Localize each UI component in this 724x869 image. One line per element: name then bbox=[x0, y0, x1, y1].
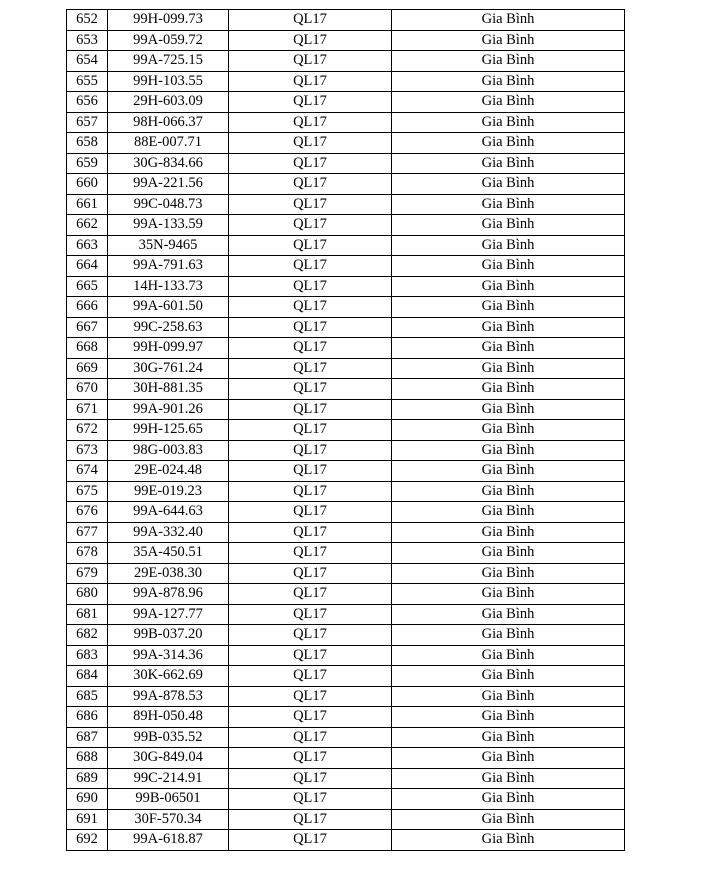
license-plate-cell: 98G-003.83 bbox=[108, 440, 229, 461]
area-cell: Gia Bình bbox=[392, 133, 625, 154]
area-cell: Gia Bình bbox=[392, 235, 625, 256]
table-row bbox=[67, 399, 625, 420]
road-cell: QL17 bbox=[229, 358, 392, 379]
license-plate-cell: 99B-06501 bbox=[108, 789, 229, 810]
area-cell: Gia Bình bbox=[392, 563, 625, 584]
row-number-cell: 691 bbox=[67, 809, 108, 830]
row-number-cell: 680 bbox=[67, 584, 108, 605]
road-cell: QL17 bbox=[229, 51, 392, 72]
license-plate-cell: 29E-038.30 bbox=[108, 563, 229, 584]
table-row bbox=[67, 153, 625, 174]
area-cell: Gia Bình bbox=[392, 584, 625, 605]
table-row bbox=[67, 789, 625, 810]
area-cell: Gia Bình bbox=[392, 194, 625, 215]
table-row bbox=[67, 297, 625, 318]
area-cell: Gia Bình bbox=[392, 625, 625, 646]
table-row bbox=[67, 748, 625, 769]
license-plate-cell: 99A-221.56 bbox=[108, 174, 229, 195]
row-number-cell: 673 bbox=[67, 440, 108, 461]
table-row bbox=[67, 830, 625, 851]
area-cell: Gia Bình bbox=[392, 604, 625, 625]
table-row bbox=[67, 112, 625, 133]
license-plate-cell: 30G-834.66 bbox=[108, 153, 229, 174]
road-cell: QL17 bbox=[229, 604, 392, 625]
license-plate-cell: 89H-050.48 bbox=[108, 707, 229, 728]
table-row bbox=[67, 686, 625, 707]
table-row bbox=[67, 379, 625, 400]
license-plate-cell: 35A-450.51 bbox=[108, 543, 229, 564]
license-plate-cell: 99A-127.77 bbox=[108, 604, 229, 625]
road-cell: QL17 bbox=[229, 625, 392, 646]
area-cell: Gia Bình bbox=[392, 830, 625, 851]
road-cell: QL17 bbox=[229, 522, 392, 543]
row-number-cell: 670 bbox=[67, 379, 108, 400]
road-cell: QL17 bbox=[229, 727, 392, 748]
area-cell: Gia Bình bbox=[392, 51, 625, 72]
row-number-cell: 687 bbox=[67, 727, 108, 748]
table-row bbox=[67, 256, 625, 277]
license-plate-cell: 14H-133.73 bbox=[108, 276, 229, 297]
road-cell: QL17 bbox=[229, 92, 392, 113]
area-cell: Gia Bình bbox=[392, 92, 625, 113]
table-row bbox=[67, 502, 625, 523]
table-row bbox=[67, 666, 625, 687]
road-cell: QL17 bbox=[229, 10, 392, 31]
area-cell: Gia Bình bbox=[392, 338, 625, 359]
row-number-cell: 682 bbox=[67, 625, 108, 646]
area-cell: Gia Bình bbox=[392, 420, 625, 441]
area-cell: Gia Bình bbox=[392, 276, 625, 297]
road-cell: QL17 bbox=[229, 317, 392, 338]
row-number-cell: 660 bbox=[67, 174, 108, 195]
area-cell: Gia Bình bbox=[392, 686, 625, 707]
license-plate-cell: 99A-059.72 bbox=[108, 30, 229, 51]
license-plate-cell: 99C-214.91 bbox=[108, 768, 229, 789]
license-plate-cell: 99A-791.63 bbox=[108, 256, 229, 277]
license-plate-cell: 99H-103.55 bbox=[108, 71, 229, 92]
row-number-cell: 692 bbox=[67, 830, 108, 851]
road-cell: QL17 bbox=[229, 563, 392, 584]
row-number-cell: 658 bbox=[67, 133, 108, 154]
table-row bbox=[67, 522, 625, 543]
area-cell: Gia Bình bbox=[392, 461, 625, 482]
area-cell: Gia Bình bbox=[392, 543, 625, 564]
road-cell: QL17 bbox=[229, 194, 392, 215]
license-plate-cell: 99A-878.53 bbox=[108, 686, 229, 707]
road-cell: QL17 bbox=[229, 645, 392, 666]
row-number-cell: 667 bbox=[67, 317, 108, 338]
area-cell: Gia Bình bbox=[392, 768, 625, 789]
table-row bbox=[67, 461, 625, 482]
row-number-cell: 678 bbox=[67, 543, 108, 564]
row-number-cell: 684 bbox=[67, 666, 108, 687]
road-cell: QL17 bbox=[229, 30, 392, 51]
license-plate-cell: 99H-125.65 bbox=[108, 420, 229, 441]
row-number-cell: 689 bbox=[67, 768, 108, 789]
license-plate-cell: 35N-9465 bbox=[108, 235, 229, 256]
area-cell: Gia Bình bbox=[392, 789, 625, 810]
road-cell: QL17 bbox=[229, 215, 392, 236]
license-plate-cell: 99E-019.23 bbox=[108, 481, 229, 502]
road-cell: QL17 bbox=[229, 338, 392, 359]
license-plate-cell: 99A-901.26 bbox=[108, 399, 229, 420]
vehicle-list-table bbox=[66, 9, 625, 851]
area-cell: Gia Bình bbox=[392, 10, 625, 31]
road-cell: QL17 bbox=[229, 133, 392, 154]
road-cell: QL17 bbox=[229, 686, 392, 707]
road-cell: QL17 bbox=[229, 789, 392, 810]
license-plate-cell: 29H-603.09 bbox=[108, 92, 229, 113]
table-row bbox=[67, 625, 625, 646]
road-cell: QL17 bbox=[229, 174, 392, 195]
road-cell: QL17 bbox=[229, 461, 392, 482]
row-number-cell: 652 bbox=[67, 10, 108, 31]
table-row bbox=[67, 10, 625, 31]
road-cell: QL17 bbox=[229, 502, 392, 523]
area-cell: Gia Bình bbox=[392, 71, 625, 92]
table-row bbox=[67, 174, 625, 195]
area-cell: Gia Bình bbox=[392, 727, 625, 748]
row-number-cell: 669 bbox=[67, 358, 108, 379]
table-row bbox=[67, 358, 625, 379]
row-number-cell: 675 bbox=[67, 481, 108, 502]
license-plate-cell: 99C-258.63 bbox=[108, 317, 229, 338]
license-plate-cell: 30F-570.34 bbox=[108, 809, 229, 830]
license-plate-cell: 99H-099.97 bbox=[108, 338, 229, 359]
road-cell: QL17 bbox=[229, 809, 392, 830]
license-plate-cell: 88E-007.71 bbox=[108, 133, 229, 154]
row-number-cell: 665 bbox=[67, 276, 108, 297]
area-cell: Gia Bình bbox=[392, 809, 625, 830]
area-cell: Gia Bình bbox=[392, 645, 625, 666]
license-plate-cell: 99A-133.59 bbox=[108, 215, 229, 236]
row-number-cell: 657 bbox=[67, 112, 108, 133]
license-plate-cell: 99C-048.73 bbox=[108, 194, 229, 215]
area-cell: Gia Bình bbox=[392, 112, 625, 133]
license-plate-cell: 99A-878.96 bbox=[108, 584, 229, 605]
road-cell: QL17 bbox=[229, 276, 392, 297]
table-row bbox=[67, 440, 625, 461]
table-row bbox=[67, 30, 625, 51]
row-number-cell: 666 bbox=[67, 297, 108, 318]
row-number-cell: 654 bbox=[67, 51, 108, 72]
road-cell: QL17 bbox=[229, 707, 392, 728]
table-row bbox=[67, 420, 625, 441]
row-number-cell: 653 bbox=[67, 30, 108, 51]
row-number-cell: 681 bbox=[67, 604, 108, 625]
area-cell: Gia Bình bbox=[392, 502, 625, 523]
table-row bbox=[67, 809, 625, 830]
area-cell: Gia Bình bbox=[392, 174, 625, 195]
table-row bbox=[67, 645, 625, 666]
road-cell: QL17 bbox=[229, 399, 392, 420]
road-cell: QL17 bbox=[229, 481, 392, 502]
table-row bbox=[67, 604, 625, 625]
road-cell: QL17 bbox=[229, 748, 392, 769]
license-plate-cell: 99H-099.73 bbox=[108, 10, 229, 31]
table-row bbox=[67, 92, 625, 113]
road-cell: QL17 bbox=[229, 420, 392, 441]
table-row bbox=[67, 727, 625, 748]
license-plate-cell: 99B-035.52 bbox=[108, 727, 229, 748]
license-plate-cell: 30G-849.04 bbox=[108, 748, 229, 769]
row-number-cell: 668 bbox=[67, 338, 108, 359]
license-plate-cell: 99A-644.63 bbox=[108, 502, 229, 523]
table-row bbox=[67, 543, 625, 564]
road-cell: QL17 bbox=[229, 584, 392, 605]
area-cell: Gia Bình bbox=[392, 358, 625, 379]
license-plate-cell: 30G-761.24 bbox=[108, 358, 229, 379]
road-cell: QL17 bbox=[229, 768, 392, 789]
license-plate-cell: 99A-725.15 bbox=[108, 51, 229, 72]
license-plate-cell: 99B-037.20 bbox=[108, 625, 229, 646]
area-cell: Gia Bình bbox=[392, 256, 625, 277]
table-row bbox=[67, 215, 625, 236]
area-cell: Gia Bình bbox=[392, 379, 625, 400]
road-cell: QL17 bbox=[229, 297, 392, 318]
area-cell: Gia Bình bbox=[392, 522, 625, 543]
row-number-cell: 671 bbox=[67, 399, 108, 420]
table-row bbox=[67, 235, 625, 256]
road-cell: QL17 bbox=[229, 71, 392, 92]
area-cell: Gia Bình bbox=[392, 215, 625, 236]
license-plate-cell: 99A-601.50 bbox=[108, 297, 229, 318]
license-plate-cell: 99A-618.87 bbox=[108, 830, 229, 851]
row-number-cell: 676 bbox=[67, 502, 108, 523]
table-row bbox=[67, 194, 625, 215]
license-plate-cell: 29E-024.48 bbox=[108, 461, 229, 482]
row-number-cell: 659 bbox=[67, 153, 108, 174]
road-cell: QL17 bbox=[229, 543, 392, 564]
road-cell: QL17 bbox=[229, 379, 392, 400]
area-cell: Gia Bình bbox=[392, 317, 625, 338]
row-number-cell: 661 bbox=[67, 194, 108, 215]
table-row bbox=[67, 133, 625, 154]
area-cell: Gia Bình bbox=[392, 297, 625, 318]
table-row bbox=[67, 481, 625, 502]
row-number-cell: 688 bbox=[67, 748, 108, 769]
table-row bbox=[67, 707, 625, 728]
row-number-cell: 664 bbox=[67, 256, 108, 277]
row-number-cell: 685 bbox=[67, 686, 108, 707]
row-number-cell: 679 bbox=[67, 563, 108, 584]
table-row bbox=[67, 51, 625, 72]
row-number-cell: 686 bbox=[67, 707, 108, 728]
license-plate-cell: 99A-332.40 bbox=[108, 522, 229, 543]
table-row bbox=[67, 768, 625, 789]
table-row bbox=[67, 584, 625, 605]
license-plate-cell: 98H-066.37 bbox=[108, 112, 229, 133]
row-number-cell: 655 bbox=[67, 71, 108, 92]
row-number-cell: 656 bbox=[67, 92, 108, 113]
area-cell: Gia Bình bbox=[392, 707, 625, 728]
row-number-cell: 683 bbox=[67, 645, 108, 666]
road-cell: QL17 bbox=[229, 112, 392, 133]
row-number-cell: 663 bbox=[67, 235, 108, 256]
row-number-cell: 674 bbox=[67, 461, 108, 482]
area-cell: Gia Bình bbox=[392, 399, 625, 420]
area-cell: Gia Bình bbox=[392, 440, 625, 461]
table-row bbox=[67, 317, 625, 338]
road-cell: QL17 bbox=[229, 830, 392, 851]
area-cell: Gia Bình bbox=[392, 481, 625, 502]
license-plate-cell: 99A-314.36 bbox=[108, 645, 229, 666]
area-cell: Gia Bình bbox=[392, 153, 625, 174]
row-number-cell: 690 bbox=[67, 789, 108, 810]
area-cell: Gia Bình bbox=[392, 666, 625, 687]
row-number-cell: 672 bbox=[67, 420, 108, 441]
table-row bbox=[67, 563, 625, 584]
table-row bbox=[67, 71, 625, 92]
road-cell: QL17 bbox=[229, 256, 392, 277]
road-cell: QL17 bbox=[229, 153, 392, 174]
row-number-cell: 677 bbox=[67, 522, 108, 543]
table-row bbox=[67, 276, 625, 297]
table-body bbox=[67, 10, 625, 851]
row-number-cell: 662 bbox=[67, 215, 108, 236]
road-cell: QL17 bbox=[229, 235, 392, 256]
road-cell: QL17 bbox=[229, 666, 392, 687]
license-plate-cell: 30H-881.35 bbox=[108, 379, 229, 400]
area-cell: Gia Bình bbox=[392, 748, 625, 769]
area-cell: Gia Bình bbox=[392, 30, 625, 51]
table-row bbox=[67, 338, 625, 359]
license-plate-cell: 30K-662.69 bbox=[108, 666, 229, 687]
road-cell: QL17 bbox=[229, 440, 392, 461]
